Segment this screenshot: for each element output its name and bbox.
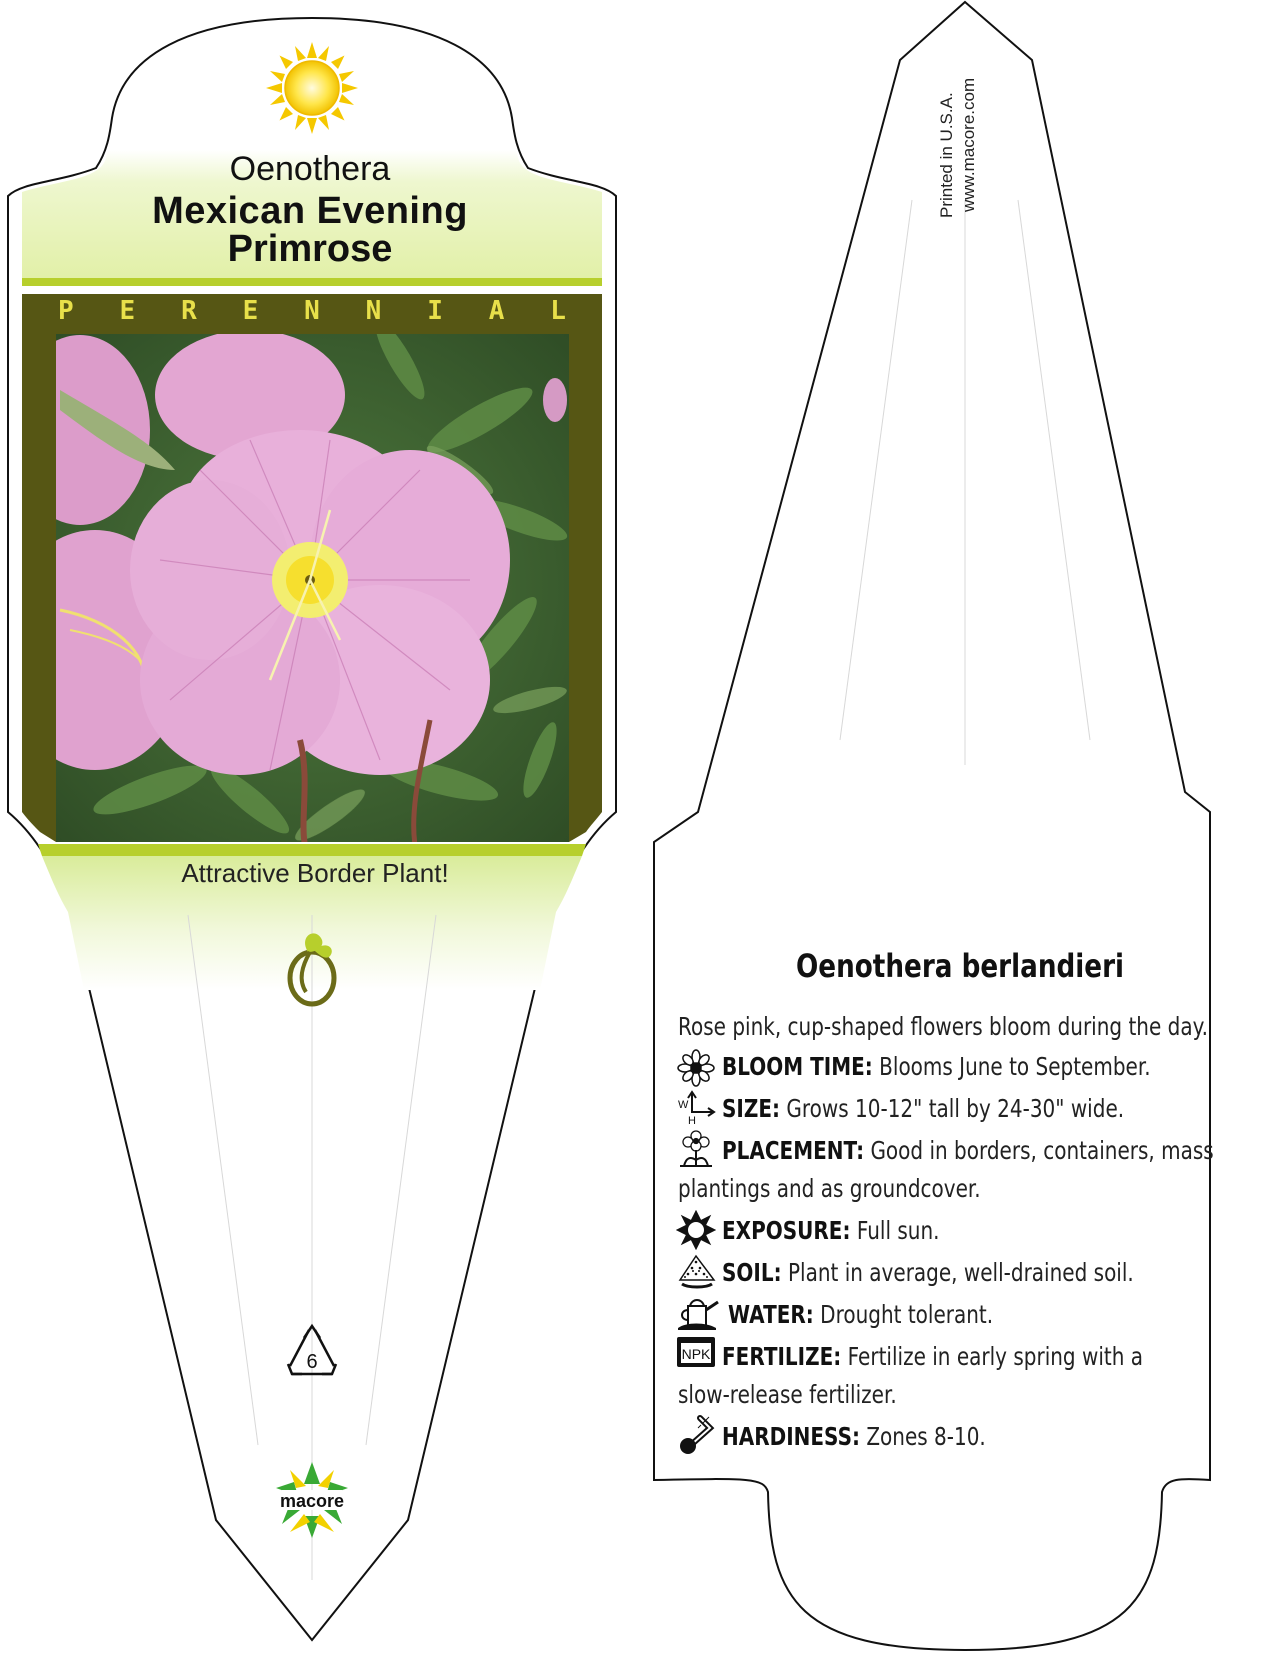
- placement-icon: [676, 1128, 716, 1170]
- website-text: www.macore.com: [959, 77, 978, 212]
- common-name-line2: Primrose: [227, 228, 393, 270]
- care-label: BLOOM TIME:: [722, 1052, 873, 1081]
- soil-icon: [676, 1250, 718, 1290]
- care-row-hardiness: [722, 1420, 1170, 1454]
- description: Rose pink, cup-shaped flowers bloom during the day.: [678, 1012, 1208, 1041]
- npk-label: NPK: [681, 1346, 711, 1362]
- care-label: WATER:: [728, 1300, 814, 1329]
- flower-icon: [676, 1048, 716, 1088]
- care-row-placement: [722, 1134, 1214, 1168]
- care-label: SIZE:: [722, 1094, 781, 1123]
- lime-rule-top: [22, 278, 602, 286]
- category-letter: I: [427, 296, 443, 326]
- care-text: Fertilize in early spring with a: [847, 1342, 1144, 1371]
- category-label: [58, 296, 566, 326]
- care-row-water: [728, 1298, 1176, 1332]
- sun-icon: [266, 42, 358, 134]
- care-row-exposure: [722, 1214, 1170, 1248]
- care-label: SOIL:: [722, 1258, 782, 1287]
- category-letter: N: [365, 296, 382, 326]
- flower-photo: [0, 316, 571, 848]
- common-name-line1: Mexican Evening: [152, 190, 468, 232]
- care-text: Good in borders, containers, mass: [870, 1136, 1214, 1165]
- care-label: HARDINESS:: [722, 1422, 860, 1451]
- care-text: Full sun.: [856, 1216, 940, 1245]
- height-letter: H: [688, 1115, 696, 1127]
- category-letter: A: [488, 296, 505, 326]
- care-text: Blooms June to September.: [879, 1052, 1151, 1081]
- care-label: FERTILIZE:: [722, 1342, 842, 1371]
- care-label: PLACEMENT:: [722, 1136, 865, 1165]
- care-text: Drought tolerant.: [820, 1300, 994, 1329]
- category-letter: P: [58, 296, 74, 326]
- care-text: Grows 10-12" tall by 24-30" wide.: [786, 1094, 1125, 1123]
- brand-name: macore: [279, 1491, 345, 1511]
- printed-in-text: Printed in U.S.A.: [937, 92, 956, 218]
- care-row-fertilize-cont: slow-release fertilizer.: [678, 1380, 897, 1409]
- care-row-size: [722, 1092, 1170, 1126]
- care-text: Plant in average, well-drained soil.: [787, 1258, 1134, 1287]
- genus-name: Oenothera: [229, 150, 391, 188]
- category-letter: N: [304, 296, 320, 326]
- care-row-soil: [722, 1256, 1170, 1290]
- category-letter: E: [242, 296, 259, 326]
- care-row-bloom-time: [722, 1050, 1170, 1084]
- watering-can-icon: [676, 1292, 720, 1332]
- care-row-fertilize: [722, 1340, 1170, 1374]
- thermometer-icon: [676, 1414, 716, 1456]
- printed-info: [930, 40, 990, 220]
- category-letter: E: [119, 296, 136, 326]
- recycle-code: 6: [306, 1351, 318, 1373]
- category-letter: R: [181, 296, 197, 326]
- care-text: Zones 8-10.: [866, 1422, 986, 1451]
- care-label: EXPOSURE:: [722, 1216, 851, 1245]
- care-row-placement-cont: plantings and as groundcover.: [678, 1174, 981, 1203]
- category-letter: L: [550, 296, 566, 326]
- width-height-icon: [676, 1088, 718, 1128]
- lime-rule-bottom: [38, 844, 586, 856]
- sun-outline-icon: [676, 1210, 716, 1250]
- width-letter: W: [678, 1099, 689, 1111]
- botanical-name: Oenothera berlandieri: [795, 947, 1125, 985]
- npk-icon: [676, 1334, 716, 1370]
- tagline: Attractive Border Plant!: [181, 858, 449, 888]
